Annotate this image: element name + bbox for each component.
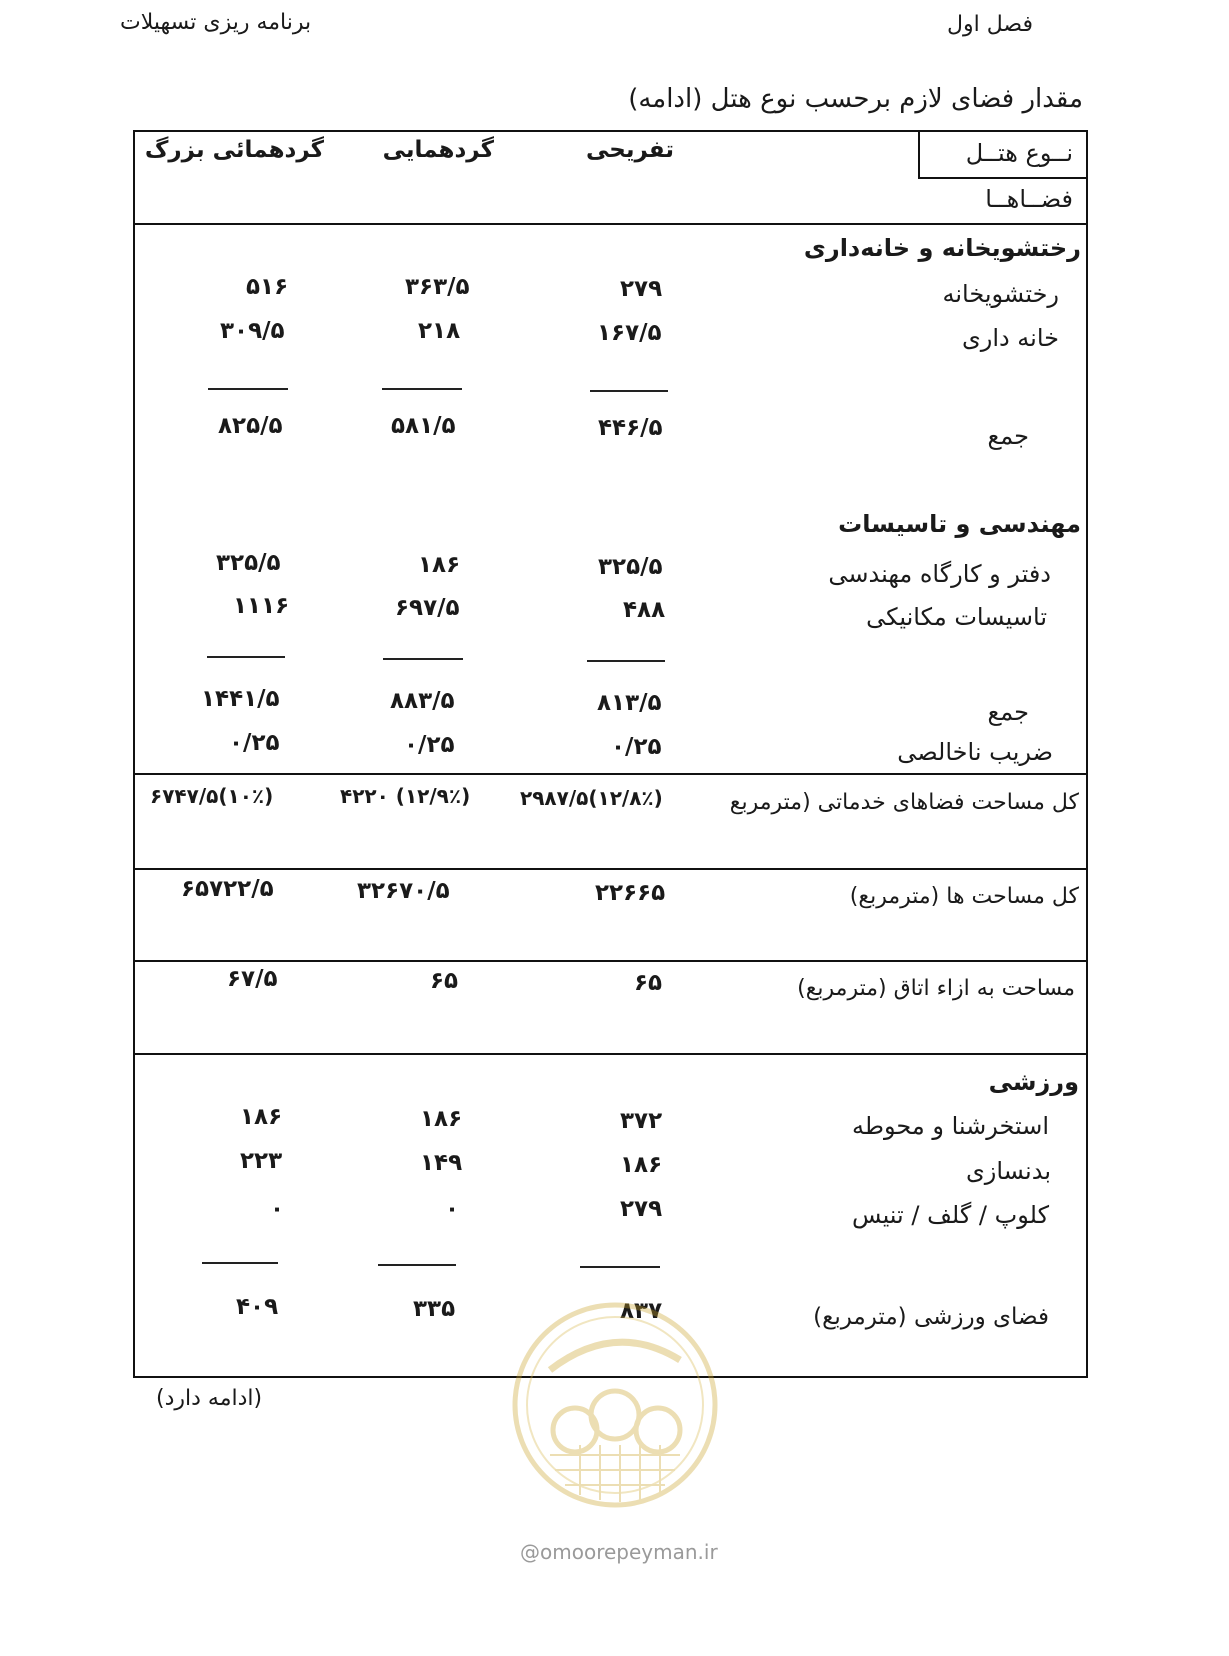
cell-service-area-resort: (۱۲/۸٪)۲۹۸۷/۵ <box>520 786 663 810</box>
section-laundry-housekeeping: رختشویخانه و خانه‌داری <box>803 234 1081 262</box>
cell-sports-total-large: ۴۰۹ <box>236 1294 279 1320</box>
rule-above-service-area <box>133 773 1088 775</box>
row-label-mechanical: تاسیسات مکانیکی <box>866 603 1047 631</box>
cell-laundry-total-large: ۸۲۵/۵ <box>218 413 283 439</box>
rule-above-total-area <box>133 868 1088 870</box>
page-title: مقدار فضای لازم برحسب نوع هتل (ادامه) <box>628 84 1083 114</box>
col-header-large-convention: گردهمائی بزرگ <box>144 137 324 163</box>
cell-club-large: ۰ <box>270 1196 285 1222</box>
sum-rule-large <box>208 388 288 390</box>
cell-mechanical-large: ۱۱۱۶ <box>233 593 290 619</box>
row-label-total-area: کل مساحت ها (مترمربع) <box>849 884 1079 909</box>
cell-laundry-total-resort: ۴۴۶/۵ <box>598 415 663 441</box>
chapter-header: فصل اول <box>947 12 1033 37</box>
sum-rule-eng-large <box>207 656 285 658</box>
cell-laundry-resort: ۲۷۹ <box>620 276 663 302</box>
cell-mechanical-convention: ۶۹۷/۵ <box>395 595 460 621</box>
cell-fitness-large: ۲۲۳ <box>240 1148 283 1174</box>
cell-housekeeping-resort: ۱۶۷/۵ <box>597 320 662 346</box>
section-sports: ورزشی <box>988 1068 1079 1096</box>
sum-rule-sports-resort <box>580 1266 660 1268</box>
cell-per-room-large: ۶۷/۵ <box>227 966 278 992</box>
section-engineering: مهندسی و تاسیسات <box>838 510 1081 538</box>
cell-engineering-total-large: ۱۴۴۱/۵ <box>201 686 280 712</box>
cell-total-area-convention: ۳۲۶۷۰/۵ <box>357 878 450 904</box>
cell-fitness-resort: ۱۸۶ <box>620 1152 663 1178</box>
continued-note: (ادامه دارد) <box>156 1386 263 1411</box>
cell-factor-resort: ۰/۲۵ <box>611 734 662 760</box>
row-label-fitness: بدنسازی <box>965 1157 1051 1185</box>
cell-engineering-office-convention: ۱۸۶ <box>418 552 461 578</box>
row-label-housekeeping: خانه داری <box>961 324 1059 352</box>
cell-total-area-large: ۶۵۷۲۲/۵ <box>181 876 274 902</box>
watermark-url: @omoorepeyman.ir <box>520 1540 718 1564</box>
cell-sports-total-resort: ۸۳۷ <box>620 1298 663 1324</box>
book-header: برنامه ریزی تسهیلات <box>120 10 312 35</box>
cell-factor-large: ۰/۲۵ <box>229 730 280 756</box>
rule-above-sports <box>133 1053 1088 1055</box>
cell-pool-large: ۱۸۶ <box>240 1104 283 1130</box>
cell-service-area-convention: (۱۲/۹٪) ۴۲۲۰ <box>340 784 471 808</box>
sum-rule-sports-large <box>202 1262 278 1264</box>
cell-engineering-total-resort: ۸۱۳/۵ <box>597 690 662 716</box>
row-label-laundry: رختشویخانه <box>942 280 1059 308</box>
watermark-stamp-logo <box>510 1300 720 1510</box>
cell-club-resort: ۲۷۹ <box>620 1196 663 1222</box>
cell-total-area-resort: ۲۲۶۶۵ <box>595 880 666 906</box>
row-label-gross-factor: ضریب ناخالصی <box>897 738 1053 766</box>
cell-housekeeping-convention: ۲۱۸ <box>418 318 461 344</box>
cell-mechanical-resort: ۴۸۸ <box>623 597 666 623</box>
cell-pool-resort: ۳۷۲ <box>620 1108 663 1134</box>
cell-fitness-convention: ۱۴۹ <box>420 1150 463 1176</box>
cell-laundry-convention: ۳۶۳/۵ <box>405 274 470 300</box>
cell-club-convention: ۰ <box>445 1196 460 1222</box>
col-header-spaces: فضــاهــا <box>985 185 1073 213</box>
cell-housekeeping-large: ۳۰۹/۵ <box>220 318 285 344</box>
col-header-resort: تفریحی <box>586 137 674 163</box>
row-label-engineering-total: جمع <box>987 698 1029 726</box>
cell-laundry-total-convention: ۵۸۱/۵ <box>391 413 456 439</box>
cell-sports-total-convention: ۳۳۵ <box>413 1296 456 1322</box>
col-header-hotel-type: نــوع هتــل <box>965 139 1073 167</box>
sum-rule-convention <box>382 388 462 390</box>
rule-above-per-room <box>133 960 1088 962</box>
header-bottom-rule <box>133 223 1088 225</box>
cell-factor-convention: ۰/۲۵ <box>404 732 455 758</box>
cell-engineering-total-convention: ۸۸۳/۵ <box>390 688 455 714</box>
cell-per-room-resort: ۶۵ <box>634 970 663 996</box>
cell-laundry-large: ۵۱۶ <box>246 274 289 300</box>
header-cell-left-border <box>918 130 920 177</box>
sum-rule-eng-resort <box>587 660 665 662</box>
row-label-sports-total: فضای ورزشی (مترمربع) <box>813 1304 1049 1330</box>
header-divider <box>918 177 1088 179</box>
sum-rule-sports-convention <box>378 1264 456 1266</box>
cell-engineering-office-large: ۳۲۵/۵ <box>216 550 281 576</box>
col-header-convention: گردهمایی <box>382 137 494 163</box>
cell-pool-convention: ۱۸۶ <box>420 1106 463 1132</box>
cell-service-area-large: (۱۰٪)۶۷۴۷/۵ <box>150 784 274 808</box>
row-label-pool: استخرشنا و محوطه <box>852 1112 1049 1140</box>
cell-engineering-office-resort: ۳۲۵/۵ <box>598 554 663 580</box>
row-label-club-golf-tennis: کلوپ / گلف / تنیس <box>851 1201 1049 1229</box>
cell-per-room-convention: ۶۵ <box>430 968 459 994</box>
row-label-laundry-total: جمع <box>987 422 1029 450</box>
sum-rule-eng-convention <box>383 658 463 660</box>
sum-rule-resort <box>590 390 668 392</box>
row-label-area-per-room: مساحت به ازاء اتاق (مترمربع) <box>797 976 1075 1001</box>
row-label-engineering-office: دفتر و کارگاه مهندسی <box>828 560 1051 588</box>
row-label-service-area: کل مساحت فضاهای خدماتی (مترمربع <box>729 790 1079 815</box>
